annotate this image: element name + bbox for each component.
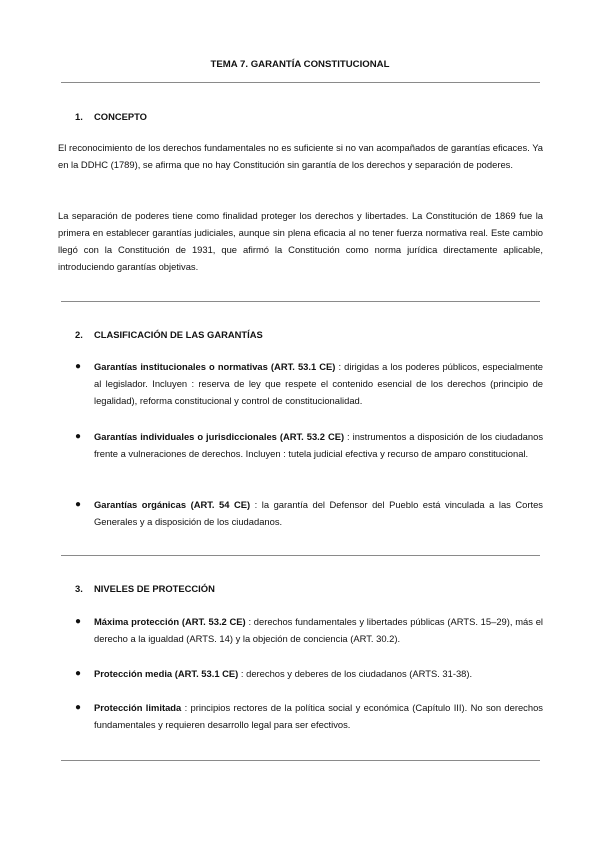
- paragraph: La separación de poderes tiene como finalidad proteger los derechos y libertades. La Constitución de 1869 fue la primera en establecer garantías judiciales, aunque sin plena eficacia al no tener fuerza normativa real. Este cambio llegó con la Constitución de 1931, que afirmó la Constitución como norma jurídica directamente aplicable, introduciendo garantías objetivas.: [58, 210, 543, 272]
- bullet-icon: ●: [75, 361, 82, 372]
- item-text: : dirigidas a los poderes públicos, especialmente al legislador. Incluyen : reserva de ley que respete el contenido esencial de los derechos (principio de legalidad), reforma constitucional y control de constitucionalidad.: [94, 361, 543, 406]
- section-number: 1.: [75, 111, 83, 122]
- item-text: : la garantía del Defensor del Pueblo está vinculada a las Cortes Generales y a disposición de los ciudadanos.: [94, 499, 543, 527]
- section-number: 2.: [75, 329, 83, 340]
- section-2-heading: [75, 326, 263, 343]
- bullet-icon: ●: [75, 616, 82, 627]
- item-term: Garantías individuales o jurisdiccionales (ART. 53.2 CE): [94, 431, 345, 442]
- item-text: : principios rectores de la política social y económica (Capítulo III). No son derechos fundamentales y requieren desarrollo legal para ser efectivos.: [94, 702, 543, 730]
- list-item: [75, 358, 543, 409]
- item-term: Garantías orgánicas (ART. 54 CE): [94, 499, 251, 510]
- bullet-icon: ●: [75, 702, 82, 713]
- divider: [61, 301, 540, 302]
- paragraph: El reconocimiento de los derechos fundamentales no es suficiente si no van acompañados de garantías eficaces. Ya en la DDHC (1789), se afirma que no hay Constitución sin garantía de los derechos y separación de poderes.: [58, 142, 543, 170]
- bullet-icon: ●: [75, 668, 82, 679]
- section-title: NIVELES DE PROTECCIÓN: [94, 583, 215, 594]
- item-term: Protección media (ART. 53.1 CE): [94, 668, 239, 679]
- section-3-heading: [75, 580, 215, 597]
- item-text: : derechos y deberes de los ciudadanos (ARTS. 31-38).: [238, 668, 473, 679]
- item-text: : instrumentos a disposición de los ciudadanos frente a vulneraciones de derechos. Incluyen : tutela judicial efectiva y recurso de amparo constitucional.: [94, 431, 544, 459]
- item-term: Garantías institucionales o normativas (ART. 53.1 CE): [94, 361, 336, 372]
- divider: [61, 555, 540, 556]
- divider: [61, 82, 540, 83]
- list-item: [75, 613, 543, 647]
- document-title: TEMA 7. GARANTÍA CONSTITUCIONAL: [210, 59, 390, 70]
- bullet-icon: ●: [75, 431, 82, 442]
- divider: [61, 760, 540, 761]
- section-1-heading: [75, 108, 147, 125]
- section-number: 3.: [75, 583, 83, 594]
- list-item: [75, 665, 543, 682]
- item-term: Máxima protección (ART. 53.2 CE): [94, 616, 246, 627]
- list-item: [75, 699, 543, 733]
- list-item: [75, 496, 543, 530]
- item-term: Protección limitada: [94, 702, 182, 713]
- section-title: CONCEPTO: [94, 111, 147, 122]
- list-item: [75, 428, 543, 462]
- item-text: : derechos fundamentales y libertades públicas (ARTS. 15–29), más el derecho a la igualdad (ARTS. 14) y la objeción de conciencia (ART. 30.2).: [94, 616, 543, 644]
- section-title: CLASIFICACIÓN DE LAS GARANTÍAS: [94, 329, 263, 340]
- bullet-icon: ●: [75, 499, 82, 510]
